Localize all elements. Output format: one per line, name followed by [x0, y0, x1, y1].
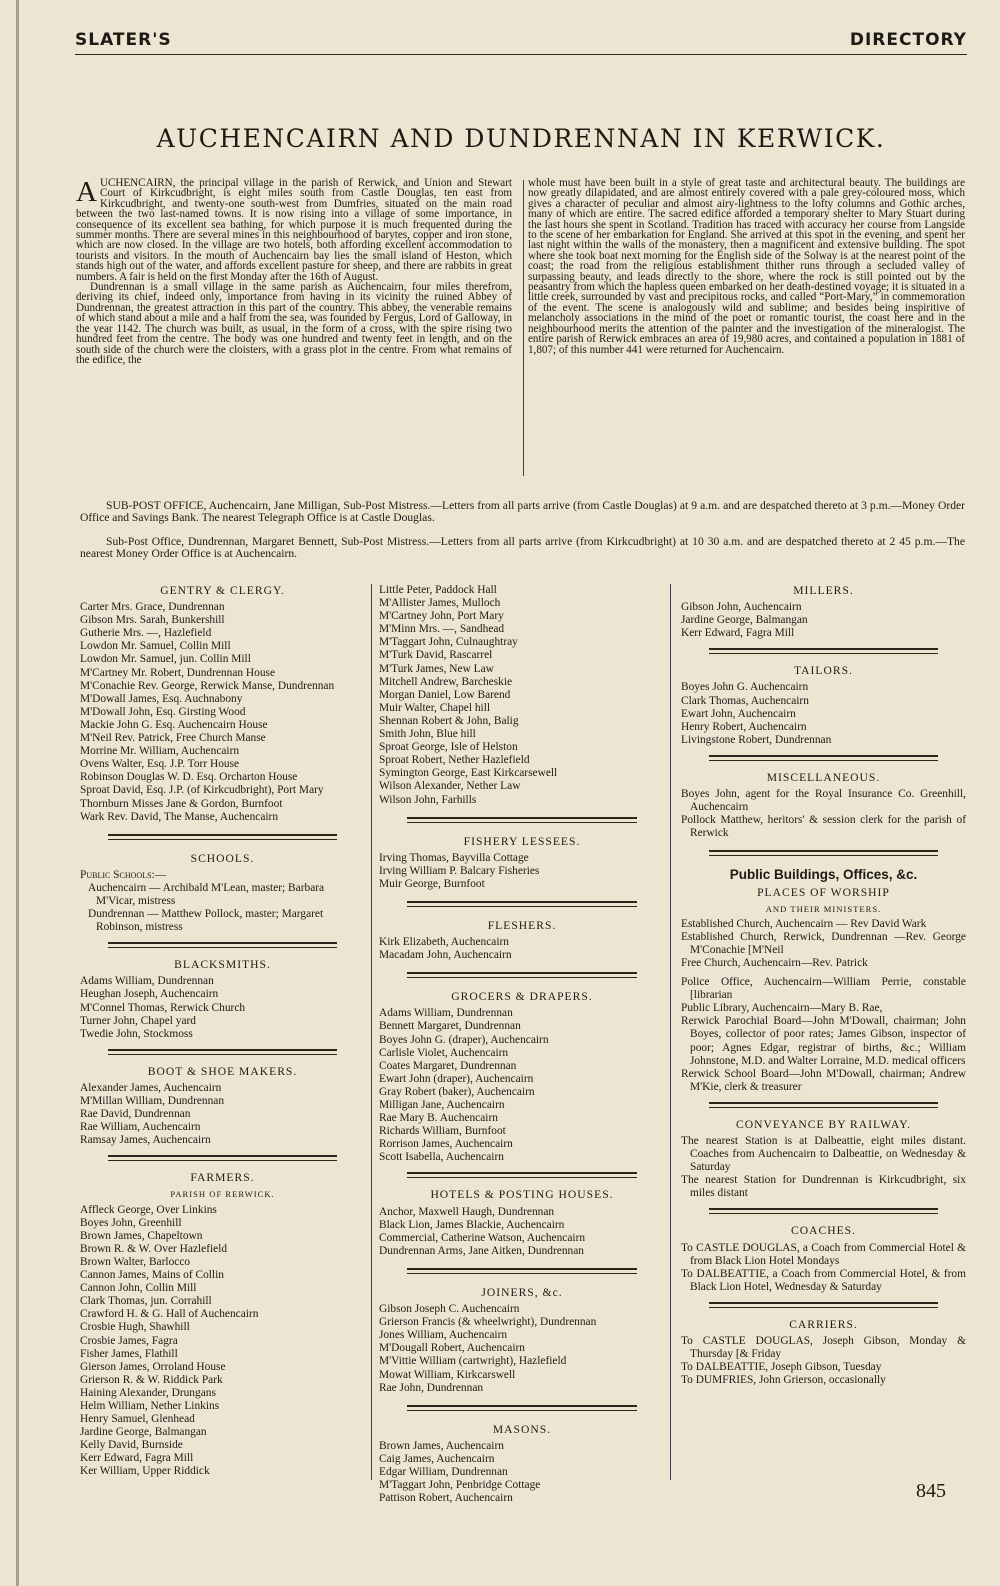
directory-entry: Bennett Margaret, Dundrennan [379, 1020, 521, 1033]
directory-entry: Gibson John, Auchencairn [681, 601, 802, 614]
fleshers-list [379, 936, 665, 962]
miscellaneous-list [681, 788, 966, 840]
directory-entry: M'Cartney John, Port Mary [379, 610, 504, 623]
directory-entry: M'Neil Rev. Patrick, Free Church Manse [80, 732, 266, 745]
section-heading: PLACES OF WORSHIP [757, 885, 890, 899]
directory-entry: Black Lion, James Blackie, Auchencairn [379, 1218, 565, 1231]
directory-entry: Morrine Mr. William, Auchencairn [80, 745, 240, 758]
directory-entry: Smith John, Blue hill [379, 728, 476, 741]
intro-paragraph-dundrennan: Dundrennan is a small village in the same parish as Auchencairn, four miles therefrom, deriving its chief, indeed only, importance from having in its vicinity the ruined Abbey of Dundrennan, the greatest attraction in this part of the country. This abbey, the venerable remains of which stand about a mile and a half from the sea, was founded by Fergus, Lord of Galloway, in the year 1142. The church was built, as usual, in the form of a cross, with the spire rising two hundred feet from the centre. The body was one hundred and twenty feet in length, and on the south side of the church were the cloisters, with a grass plot in the centre. From what remains of the edifice, the [76, 281, 512, 366]
page-title: AUCHENCAIRN AND DUNDRENNAN IN KERWICK. [156, 124, 886, 153]
directory-entry: Coates Margaret, Dundrennan [379, 1059, 517, 1072]
directory-entry: Rerwick School Board—John M'Dowall, chairman; Andrew M'Kie, clerk & treasurer [681, 1067, 966, 1093]
directory-entry: Irving Thomas, Bayvilla Cottage [379, 851, 529, 864]
directory-entry: Muir George, Burnfoot [379, 877, 485, 890]
offices-list [681, 976, 966, 1094]
directory-entry: Edgar William, Dundrennan [379, 1465, 508, 1478]
directory-entry: M'Minn Mrs. —, Sandhead [379, 623, 505, 636]
directory-entry: Mackie John G. Esq. Auchencairn House [80, 718, 268, 731]
drop-cap: A [76, 176, 97, 208]
directory-entry: Muir Walter, Chapel hill [379, 701, 491, 714]
directory-entry: Lowdon Mr. Samuel, jun. Collin Mill [80, 653, 251, 666]
directory-entry: Mitchell Andrew, Barcheskie [379, 675, 513, 688]
hotels-list [379, 1206, 665, 1258]
millers-list [681, 601, 966, 640]
directory-entry: Little Peter, Paddock Hall [379, 584, 497, 596]
intro-divider [523, 180, 524, 476]
fishery-list [379, 852, 665, 891]
directory-entry: Adams William, Dundrennan [379, 1007, 513, 1020]
directory-entry: Ewart John, Auchencairn [681, 707, 796, 720]
directory-entry: The nearest Station for Dundrennan is Kirkcudbright, six miles distant [681, 1174, 966, 1200]
directory-entry: Wilson Alexander, Nether Law [379, 780, 521, 793]
directory-entry: Milligan Jane, Auchencairn [379, 1099, 505, 1111]
section-rule [407, 1405, 637, 1411]
section-heading: JOINERS, &c. [481, 1285, 563, 1299]
directory-column-3 [681, 584, 966, 1387]
directory-entry: Kerr Edward, Fagra Mill [80, 1452, 194, 1465]
section-heading: BOOT & SHOE MAKERS. [147, 1064, 298, 1078]
directory-entry: M'Taggart John, Culnaughtray [379, 636, 518, 649]
section-subheading: PARISH OF RERWICK. [170, 1189, 275, 1200]
directory-entry: Boyes John, Greenhill [80, 1216, 182, 1229]
directory-entry: Free Church, Auchencairn—Rev. Patrick [681, 956, 868, 969]
directory-entry: Boyes John G. (draper), Auchencairn [379, 1033, 549, 1046]
header-right: DIRECTORY [849, 30, 967, 50]
public-buildings-heading: Public Buildings, Offices, &c. [729, 867, 918, 883]
directory-entry: Kelly David, Burnside [80, 1439, 183, 1452]
directory-entry: Haining Alexander, Drungans [80, 1386, 216, 1399]
page-binding-edge [16, 0, 19, 1586]
section-rule [709, 755, 938, 761]
directory-column-2 [379, 584, 665, 1505]
section-heading: HOTELS & POSTING HOUSES. [430, 1188, 614, 1202]
directory-entry: Wilson John, Farhills [379, 793, 477, 806]
directory-entry: Henry Robert, Auchencairn [681, 720, 807, 733]
directory-entry: Dundrennan Arms, Jane Aitken, Dundrennan [379, 1244, 584, 1257]
directory-entry: Clark Thomas, Auchencairn [681, 694, 809, 707]
directory-entry: Established Church, Auchencairn — Rev David Wark [681, 917, 927, 930]
section-heading: CONVEYANCE BY RAILWAY. [736, 1117, 911, 1131]
directory-entry: To CASTLE DOUGLAS, a Coach from Commercial Hotel & from Black Lion Hotel Mondays [681, 1241, 966, 1267]
directory-entry: Boyes John G. Auchencairn [681, 681, 809, 694]
directory-entry: Cannon John, Collin Mill [80, 1282, 197, 1295]
header-left: SLATER'S [75, 30, 172, 50]
directory-entry: Robinson Douglas W. D. Esq. Orcharton House [80, 771, 298, 784]
sub-post-office-auchencairn: SUB-POST OFFICE, Auchencairn, Jane Milligan, Sub-Post Mistress.—Letters from all parts arrive (from Castle Douglas) at 9 a.m. and are despatched thereto at 3 p.m.—Money Order Office and Savings Bank. The nearest Telegraph Office is at Castle Douglas. [80, 499, 965, 524]
directory-entry: M'Taggart John, Penbridge Cottage [379, 1479, 541, 1492]
section-heading: FISHERY LESSEES. [463, 834, 581, 848]
directory-entry: Livingstone Robert, Dundrennan [681, 733, 832, 746]
directory-entry: Lowdon Mr. Samuel, Collin Mill [80, 640, 231, 653]
directory-entry: To CASTLE DOUGLAS, Joseph Gibson, Monday & Thursday [& Friday [681, 1335, 966, 1361]
gentry-list [80, 601, 365, 824]
directory-entry: M'Dougall Robert, Auchencairn [379, 1342, 525, 1355]
directory-entry: Jones William, Auchencairn [379, 1329, 508, 1342]
directory-entry: Brown James, Chapeltown [80, 1229, 203, 1242]
directory-entry: Twedie John, Stockmoss [80, 1027, 193, 1040]
carriers-list [681, 1335, 966, 1387]
directory-entry: Rae David, Dundrennan [80, 1108, 191, 1121]
directory-entry: M'Dowall John, Esq. Girsting Wood [80, 705, 246, 718]
section-rule [709, 850, 938, 856]
directory-entry: Ovens Walter, Esq. J.P. Torr House [80, 758, 240, 771]
directory-entry: M'Millan William, Dundrennan [80, 1095, 225, 1107]
directory-entry: Jardine George, Balmangan [80, 1426, 207, 1439]
running-header [75, 28, 967, 55]
directory-entry: The nearest Station is at Dalbeattie, eight miles distant. Coaches from Auchencairn to Dalbeattie, on Wednesday & Saturday [681, 1135, 966, 1174]
directory-entry: Pollock Matthew, heritors' & session clerk for the parish of Rerwick [681, 814, 966, 840]
section-heading: GROCERS & DRAPERS. [451, 990, 593, 1004]
worship-list [681, 918, 966, 970]
section-rule [108, 942, 337, 948]
directory-entry: Dundrennan — Matthew Pollock, master; Margaret Robinson, mistress [88, 908, 324, 934]
directory-entry: Grierson Francis (& wheelwright), Dundrennan [379, 1316, 597, 1329]
directory-entry: Rerwick Parochial Board—John M'Dowall, chairman; John Boyes, collector of poor rates; James Gibson, inspector of poor; Agnes Edgar, registrar of births, &c.; William Johnstone, M.D. and Walter Lorraine, M.D. medical officers [681, 1015, 966, 1067]
section-heading: BLACKSMITHS. [174, 958, 271, 972]
directory-entry: Thornburn Misses Jane & Gordon, Burnfoot [80, 797, 283, 810]
directory-entry: Anchor, Maxwell Haugh, Dundrennan [379, 1205, 555, 1218]
directory-entry: Jardine George, Balmangan [681, 614, 808, 627]
directory-entry: Ramsay James, Auchencairn [80, 1134, 211, 1147]
directory-entry: Alexander James, Auchencairn [80, 1081, 222, 1094]
intro-left-column [76, 178, 512, 365]
directory-entry: M'Turk James, New Law [379, 662, 494, 675]
directory-entry: Pattison Robert, Auchencairn [379, 1492, 513, 1505]
directory-entry: Gray Robert (baker), Auchencairn [379, 1085, 535, 1098]
directory-entry: Clark Thomas, jun. Corrahill [80, 1295, 212, 1308]
directory-entry: Brown R. & W. Over Hazlefield [80, 1242, 228, 1255]
directory-entry: Gibson Joseph C. Auchencairn [379, 1303, 520, 1316]
section-heading: MILLERS. [793, 584, 854, 597]
schools-list [80, 882, 365, 934]
coaches-list [681, 1242, 966, 1294]
blacksmiths-list [80, 975, 365, 1040]
directory-entry: Sproat George, Isle of Helston [379, 741, 518, 754]
farmers-list [80, 1204, 365, 1479]
directory-entry: Boyes John, agent for the Royal Insurance Co. Greenhill, Auchencairn [681, 788, 966, 814]
directory-entry: M'Connel Thomas, Rerwick Church [80, 1001, 246, 1014]
directory-entry: Kerr Edward, Fagra Mill [681, 627, 795, 640]
section-subheading: AND THEIR MINISTERS. [765, 903, 882, 914]
intro-right-column [528, 178, 965, 355]
grocers-list [379, 1007, 665, 1164]
sub-post-office-dundrennan: Sub-Post Office, Dundrennan, Margaret Bennett, Sub-Post Mistress.—Letters from all parts arrive (from Kirkcudbright) at 10 30 a.m. and are despatched thereto at 2 45 p.m.—The nearest Money Order Office is at Auchencairn. [80, 535, 965, 560]
directory-entry: Established Church, Rerwick, Dundrennan —Rev. George M'Conachie [M'Neil [681, 930, 966, 956]
section-heading: COACHES. [790, 1224, 856, 1238]
section-rule [407, 972, 637, 978]
directory-entry: Sproat David, Esq. J.P. (of Kirkcudbright), Port Mary [80, 784, 324, 797]
section-rule [108, 834, 337, 840]
directory-entry: Caig James, Auchencairn [379, 1452, 495, 1465]
intro-paragraph-auchencairn: UCHENCAIRN, the principal village in the parish of Rerwick, and Union and Stewart Court of Kirkcudbright, is eight miles south from Castle Douglas, ten east from Kirkcudbright, and twenty-one south-west from Dumfries, situated on the main road between the two last-named towns. It is now rising into a village of some importance, in consequence of its excellent sea bathing, for which purpose it is much frequented during the summer months. There are several mines in this neighbourhood of barytes, copper and iron stone, which are now closed. In the village are two hotels, both affording excellent accommodation to tourists and visitors. In the mouth of Auchencairn bay lies the small island of Heston, which stands high out of the water, and affords excellent pasture for sheep, and there are rabbits in great numbers. A fair is held on the first Monday after the 16th of August. [76, 177, 512, 283]
directory-entry: M'Turk David, Rascarrel [379, 649, 493, 662]
section-heading: CARRIERS. [789, 1317, 858, 1331]
directory-entry: Fisher James, Flathill [80, 1347, 178, 1360]
section-heading: MISCELLANEOUS. [766, 770, 881, 784]
railway-list [681, 1135, 966, 1200]
section-rule [108, 1155, 337, 1161]
directory-entry: Henry Samuel, Glenhead [80, 1413, 195, 1426]
directory-entry: Commercial, Catherine Watson, Auchencairn [379, 1231, 586, 1244]
directory-entry: Gierson James, Orroland House [80, 1360, 226, 1373]
directory-entry: Ewart John (draper), Auchencairn [379, 1072, 534, 1085]
directory-entry: Rorrison James, Auchencairn [379, 1138, 513, 1151]
directory-entry: Mowat William, Kirkcarswell [379, 1368, 516, 1381]
section-heading: FARMERS. [190, 1171, 255, 1185]
column-divider [371, 584, 372, 1480]
directory-entry: Crosbie James, Fagra [80, 1334, 178, 1347]
directory-column-1 [80, 584, 365, 1479]
directory-entry: M'Dowall James, Esq. Auchnabony [80, 692, 243, 705]
page-number: 845 [916, 1480, 946, 1502]
directory-entry: To DUMFRIES, John Grierson, occasionally [681, 1374, 886, 1387]
directory-entry: Irving William P. Balcary Fisheries [379, 864, 540, 877]
directory-entry: Rae John, Dundrennan [379, 1381, 484, 1394]
directory-entry: Carter Mrs. Grace, Dundrennan [80, 601, 225, 614]
directory-entry: Turner John, Chapel yard [80, 1014, 197, 1027]
tailors-list [681, 681, 966, 746]
section-rule [407, 1268, 637, 1274]
directory-entry: To DALBEATTIE, Joseph Gibson, Tuesday [681, 1361, 882, 1374]
directory-entry: Sproat Robert, Nether Hazlefield [379, 754, 530, 767]
joiners-list [379, 1303, 665, 1395]
directory-entry: Richards William, Burnfoot [379, 1125, 506, 1138]
directory-entry: Symington George, East Kirkcarsewell [379, 767, 558, 780]
directory-entry: Gutherie Mrs. —, Hazlefield [80, 627, 212, 640]
directory-entry: Macadam John, Auchencairn [379, 949, 512, 962]
section-rule [407, 901, 637, 907]
section-rule [407, 1172, 637, 1178]
section-rule [709, 648, 938, 654]
directory-entry: Scott Isabella, Auchencairn [379, 1151, 504, 1164]
directory-entry: Brown James, Auchencairn [379, 1439, 504, 1452]
directory-entry: Brown Walter, Barlocco [80, 1255, 191, 1268]
section-heading: SCHOOLS. [190, 851, 255, 865]
section-heading: GENTRY & CLERGY. [160, 584, 285, 597]
directory-entry: Cannon James, Mains of Collin [80, 1269, 224, 1282]
directory-entry: Police Office, Auchencairn—William Perrie, constable [librarian [681, 976, 966, 1002]
boot-shoe-list [80, 1082, 365, 1147]
directory-entry: Kirk Elizabeth, Auchencairn [379, 936, 509, 949]
schools-label: Public Schools:— [80, 868, 167, 881]
directory-entry: Crawford H. & G. Hall of Auchencairn [80, 1308, 259, 1321]
directory-entry: Adams William, Dundrennan [80, 975, 214, 988]
directory-entry: M'Vittie William (cartwright), Hazlefield [379, 1355, 567, 1368]
directory-entry: Rae Mary B. Auchencairn [379, 1112, 498, 1125]
directory-entry: Auchencairn — Archibald M'Lean, master; Barbara M'Vicar, mistress [88, 881, 325, 907]
section-rule [407, 817, 637, 823]
section-rule [709, 1102, 938, 1108]
directory-entry: Gibson Mrs. Sarah, Bunkershill [80, 614, 225, 627]
directory-entry: M'Cartney Mr. Robert, Dundrennan House [80, 666, 276, 679]
column-divider [670, 584, 671, 1480]
section-rule [709, 1302, 938, 1308]
section-heading: TAILORS. [794, 664, 853, 678]
section-rule [709, 1208, 938, 1214]
directory-entry: M'Allister James, Mulloch [379, 597, 501, 610]
directory-entry: M'Conachie Rev. George, Rerwick Manse, Dundrennan [80, 679, 335, 692]
section-heading: FLESHERS. [487, 918, 557, 932]
section-rule [108, 1049, 337, 1055]
directory-entry: Ker William, Upper Riddick [80, 1465, 210, 1478]
directory-entry: Wark Rev. David, The Manse, Auchencairn [80, 810, 279, 823]
directory-entry: Grierson R. & W. Riddick Park [80, 1373, 223, 1386]
section-heading: MASONS. [492, 1422, 552, 1436]
directory-entry: Affleck George, Over Linkins [80, 1203, 217, 1216]
directory-entry: Public Library, Auchencairn—Mary B. Rae, [681, 1002, 883, 1015]
directory-entry: Morgan Daniel, Low Barend [379, 688, 511, 701]
directory-entry: Carlisle Violet, Auchencairn [379, 1046, 509, 1059]
directory-entry: Rae William, Auchencairn [80, 1121, 201, 1134]
directory-entry: Shennan Robert & John, Balig [379, 714, 519, 727]
intro-paragraph-abbey: whole must have been built in a style of great taste and architectural beauty. The buildings are now greatly dilapidated, and are almost entirely covered with a pale grey-coloured moss, which gives a character of peculiar and almost airy-lightness to the lofty columns and Gothic arches, many of which are entire. The sacred edifice afforded a temporary shelter to Mary Stuart during the last hours she spent in Scotland. Tradition has traced with accuracy her course from Langside to the scene of her embarkation for England. She arrived at this spot in the evening, and spent her last night within the walls of the monastery, then a magnificent and extensive building. The spot where she took boat next morning for the English side of the Solway is at the nearest point of the coast; the road from the religious establishment thither runs through a secluded valley of surpassing beauty, and leads directly to the shore, where the rock is still pointed out by the peasantry from which the hapless queen embarked on her death-destined voyage; it is situated in a little creek, surrounded by vast and precipitous rocks, and called “Port-Mary,” in commemoration of the event. The scene is analogously wild and sublime; and besides being inspiritive of melancholy associations in the mind of the poet or romantic tourist, the coast here and in the neighbourhood merits the attention of the painter and the investigation of the mineralogist. The entire parish of Rerwick embraces an area of 19,980 acres, and contained a population in 1881 of 1,807; of this number 441 were returned for Auchencairn. [528, 177, 965, 356]
directory-entry: Heughan Joseph, Auchencairn [80, 988, 219, 1001]
masons-list [379, 1440, 665, 1505]
directory-entry: Helm William, Nether Linkins [80, 1399, 220, 1412]
directory-entry: Crosbie Hugh, Shawhill [80, 1321, 190, 1334]
farmers-continued-list [379, 584, 665, 807]
directory-entry: To DALBEATTIE, a Coach from Commercial Hotel, & from Black Lion Hotel, Wednesday & Saturday [681, 1267, 966, 1293]
